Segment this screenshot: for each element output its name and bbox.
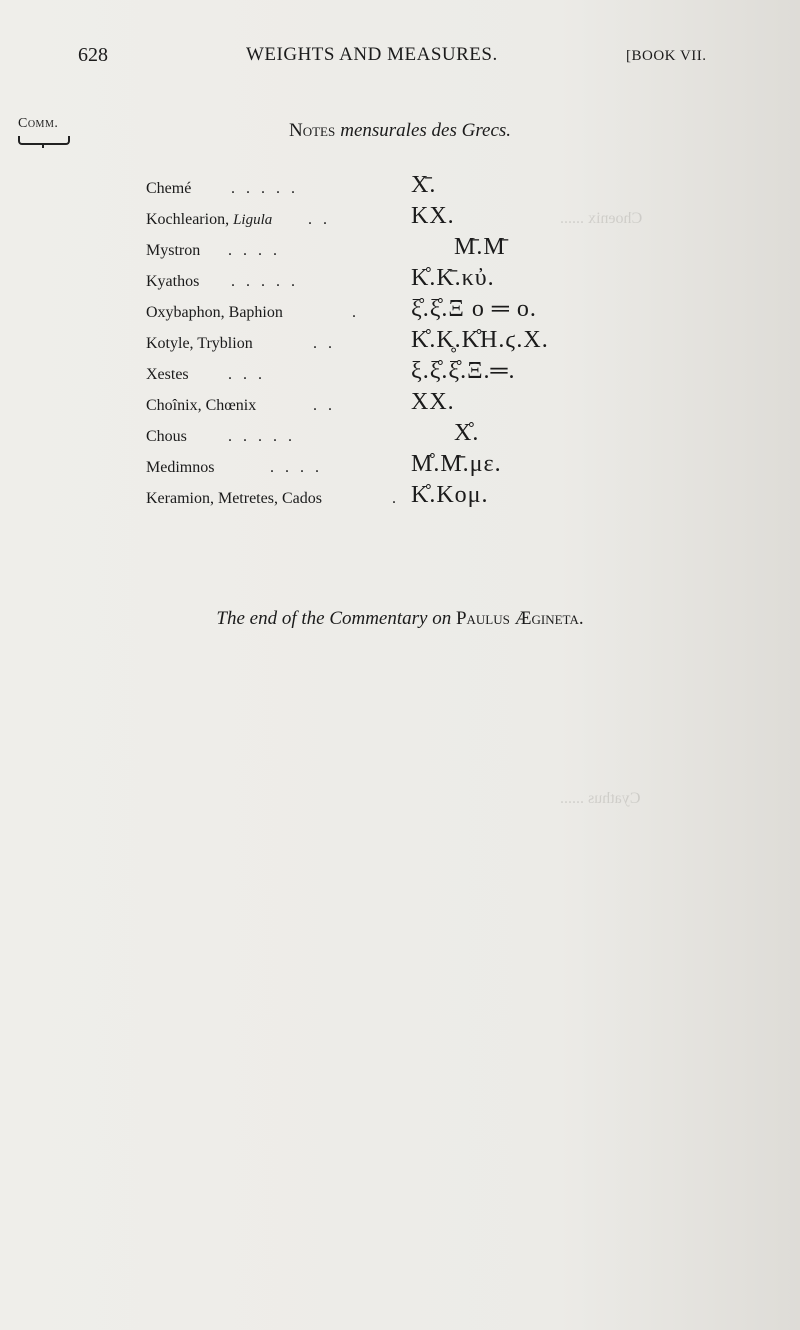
end-note (0, 608, 800, 630)
leader-dots: ..... (231, 273, 306, 290)
table-row (146, 172, 626, 209)
leader-dots: . (392, 490, 407, 507)
leader-dots: .. (313, 397, 343, 414)
table-row (146, 420, 626, 457)
measure-name: Medimnos (146, 459, 215, 476)
measures-table (146, 172, 626, 519)
notation-symbols: ΚΧ. (411, 203, 455, 229)
leader-dots: ..... (231, 180, 306, 197)
end-note-smallcaps: Paulus Ægineta. (455, 608, 584, 629)
measure-name: Chemé (146, 180, 192, 197)
section-title-smallcaps: Notes (288, 120, 336, 141)
bleed-through-text: Choenix ...... (560, 210, 643, 227)
page-header (0, 44, 800, 74)
table-row (146, 451, 626, 488)
page-number: 628 (78, 44, 108, 66)
measure-name: Choînix, Chœnix (146, 397, 257, 414)
notation-symbols: Κ̊.Κ̥.Κ̊Η.ϛ.Χ. (411, 327, 549, 353)
table-row (146, 482, 626, 519)
running-title: WEIGHTS AND MEASURES. (246, 44, 498, 65)
table-row (146, 265, 626, 302)
notation-symbols: Κ̊.Κομ. (411, 482, 489, 508)
measure-name: Xestes (146, 366, 189, 383)
notation-symbols: Κ̊.Κ̄.κὐ. (411, 265, 495, 291)
section-title (0, 120, 800, 142)
end-note-italic: The end of the Commentary on (216, 608, 452, 629)
leader-dots: .... (228, 242, 288, 259)
leader-dots: . (352, 304, 367, 321)
section-title-italic: mensurales des Grecs. (340, 120, 512, 141)
notation-symbols: Χ̄. (411, 172, 437, 198)
table-row (146, 234, 626, 271)
book-reference: [BOOK VII. (626, 48, 707, 64)
notation-symbols: Χ̊. (454, 420, 480, 446)
margin-note: Comm. (18, 116, 59, 131)
notation-symbols: ξ̊.ξ̊.Ξ ο ═ ο. (411, 296, 537, 322)
measure-name: Kotyle, Tryblion (146, 335, 253, 352)
measure-name: Keramion, Metretes, Cados (146, 490, 322, 507)
measure-name: Kochlearion, Ligula (146, 211, 273, 228)
bleed-through-text: Cyathus ...... (560, 790, 641, 807)
measure-name: Mystron (146, 242, 201, 259)
measure-name: Oxybaphon, Baphion (146, 304, 283, 321)
measure-name: Kyathos (146, 273, 200, 290)
measure-name: Chous (146, 428, 187, 445)
table-row (146, 203, 626, 240)
leader-dots: ... (228, 366, 273, 383)
leader-dots: .... (270, 459, 330, 476)
table-row (146, 327, 626, 364)
leader-dots: .. (313, 335, 343, 352)
leader-dots: ..... (228, 428, 303, 445)
notation-symbols: Μ̊.Μ̄.με. (411, 451, 502, 477)
leader-dots: .. (308, 211, 338, 228)
table-row (146, 358, 626, 395)
notation-symbols: ΧΧ. (411, 389, 455, 415)
notation-symbols: ξ.ξ̊.ξ̊.Ξ.═. (411, 358, 516, 384)
notation-symbols: Μ̄.Μ̄ (454, 234, 506, 260)
table-row (146, 389, 626, 426)
table-row (146, 296, 626, 333)
